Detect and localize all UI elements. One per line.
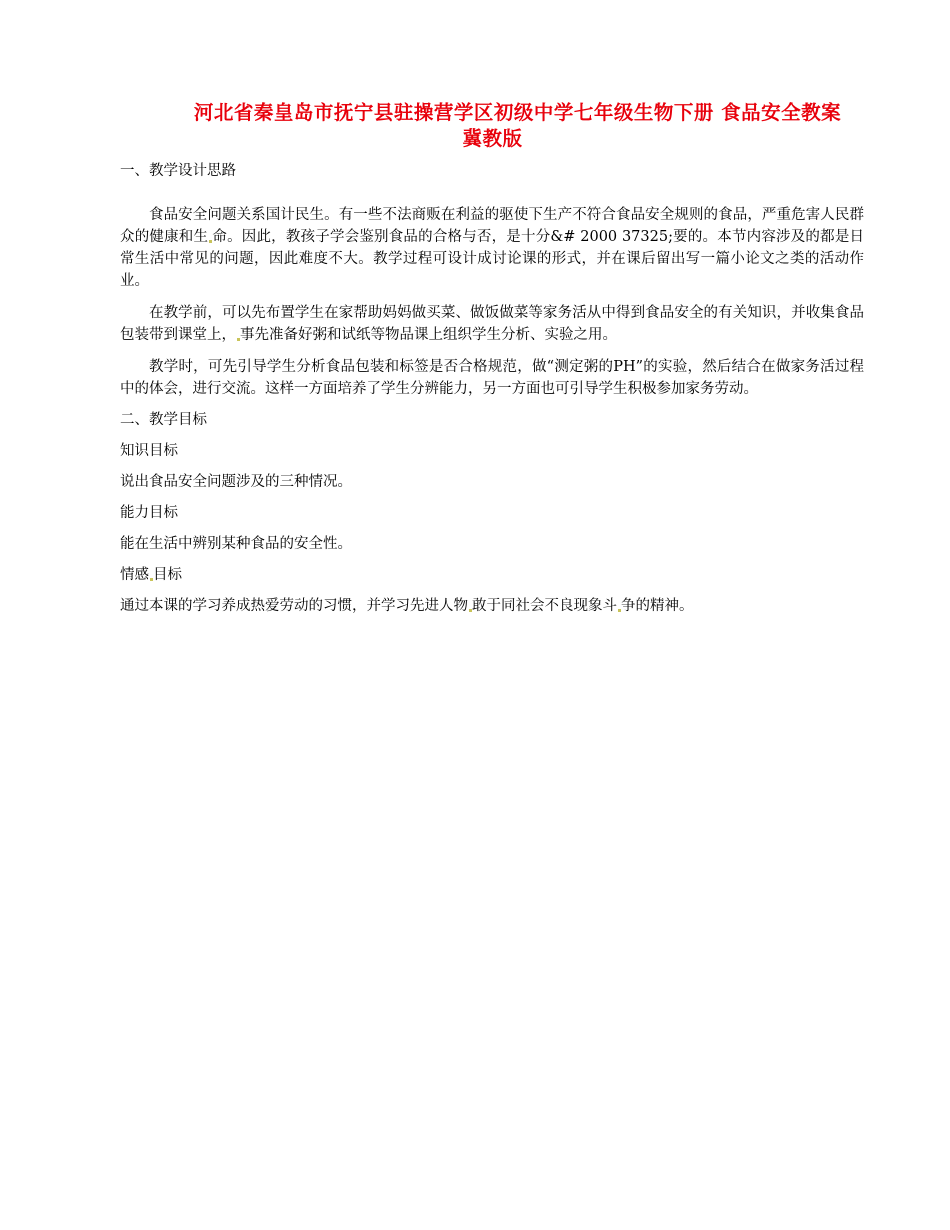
paragraph-text: 食品安全问题关系国计民生。有一些不法商贩在利益的驱使下生产不符合食品安全规则的食品，严重危害人民群众的健康和生 (120, 207, 864, 245)
emotion-goal-heading (120, 564, 864, 586)
paragraph-before-class (120, 302, 864, 346)
knowledge-goal-text: 说出食品安全问题涉及的三种情况。 (120, 474, 352, 490)
heading-text: 情感 (120, 567, 149, 583)
paragraph-text: 事先准备好粥和试纸等物品课上组织学生分析、实验之用。 (240, 327, 617, 343)
goal-text: 敢于同社会不良现象斗 (472, 598, 617, 614)
paragraph-text: 在教学前，可以先布置学生在家帮助妈妈做买菜、做饭做菜等家务活从中得到食品安全的有关知识，并收集食品包装带到课堂上， (120, 305, 864, 343)
ability-goal-heading: 能力目标 (120, 505, 178, 521)
heading-text: 目标 (153, 567, 182, 583)
title-line-1: 河北省秦皇岛市抚宁县驻操营学区初级中学七年级生物下册 食品安全教案 (193, 101, 842, 124)
document-body (120, 160, 864, 617)
section-heading-design: 一、教学设计思路 (120, 163, 236, 179)
paragraph-text: 命。因此，教孩子学会鉴别食品的合格与否，是十分&# 2000 37325;要的。本节内容涉及的都是日常生活中常见的问题，因此难度不大。教学过程可设计成讨论课的形式，并在课后留出写一篇小论文之类的活动作业。 (120, 229, 865, 289)
title-line-2: 冀教版 (462, 127, 523, 150)
goal-text: 争的精神。 (621, 598, 694, 614)
ability-goal-text: 能在生活中辨别某种食品的安全性。 (120, 536, 352, 552)
emotion-goal-text (120, 595, 864, 617)
document-title (120, 100, 865, 152)
section-heading-goals: 二、教学目标 (120, 412, 207, 428)
paragraph-during-class: 教学时，可先引导学生分析食品包装和标签是否合格规范，做“测定粥的PH”的实验，然后结合在做家务活过程中的体会，进行交流。这样一方面培养了学生分辨能力，另一方面也可引导学生积极参加家务劳动。 (120, 359, 864, 397)
knowledge-goal-heading: 知识目标 (120, 443, 178, 459)
goal-text: 通过本课的学习养成热爱劳动的习惯，并学习先进人物 (120, 598, 468, 614)
paragraph-food-safety-intro (120, 204, 864, 292)
